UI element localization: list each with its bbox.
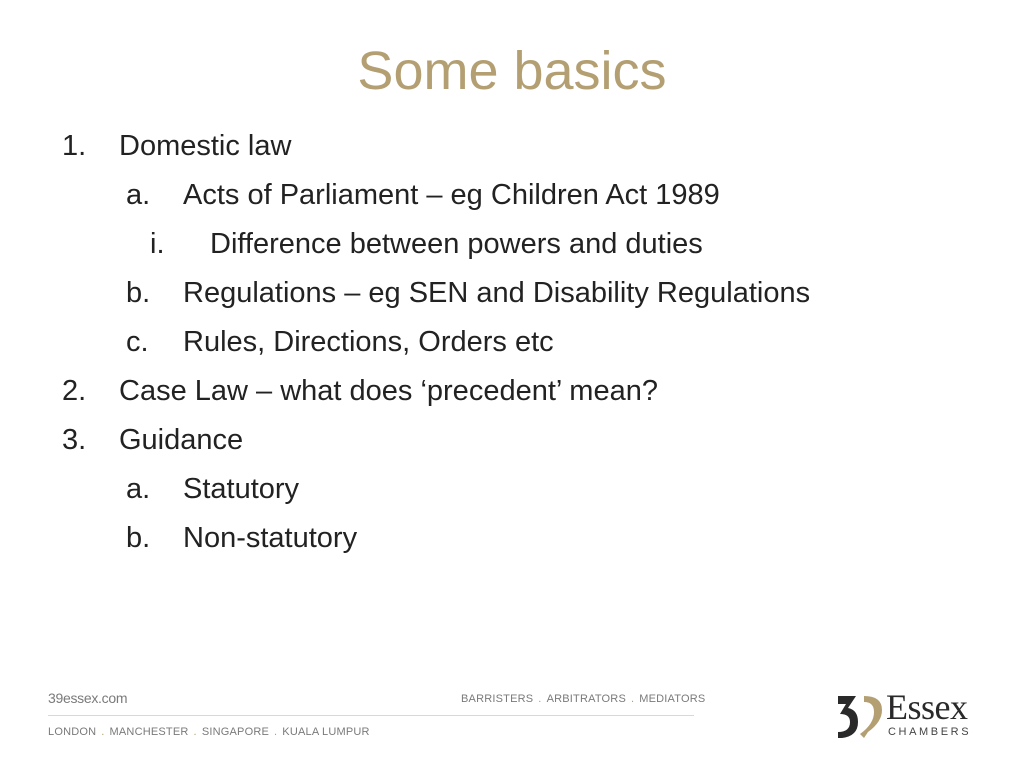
footer-separator: . [274,726,278,738]
footer-cities [48,726,370,738]
slide-title: Some basics [357,41,667,101]
footer-separator: . [193,726,197,738]
footer-website: 39essex.com [48,690,128,706]
footer-divider [48,715,694,716]
footer-roles [461,693,705,705]
list-item-text: Guidance [119,424,244,456]
list-marker: i. [150,228,165,260]
list-marker: a. [126,473,151,505]
footer-city: SINGAPORE [201,726,270,738]
footer-city: LONDON [48,726,97,738]
footer-role: ARBITRATORS [546,693,626,705]
list-marker: 3. [62,424,87,456]
list-marker: a. [126,179,151,211]
list-item-text: Non-statutory [183,522,358,554]
list-item-text: Difference between powers and duties [210,228,703,260]
list-item-text: Case Law – what does ‘precedent’ mean? [119,375,658,407]
footer-city: KUALA LUMPUR [282,726,370,738]
footer-role: MEDIATORS [639,693,706,705]
list-marker: b. [126,277,151,309]
footer-separator: . [101,726,105,738]
list-marker: 2. [62,375,87,407]
essex-chambers-logo [834,687,984,744]
logo-wordmark: Essex [886,687,968,727]
logo-subtitle: CHAMBERS [888,726,972,738]
list-item-text: Statutory [183,473,300,505]
footer-city: MANCHESTER [109,726,189,738]
list-marker: 1. [62,130,87,162]
footer-separator: . [630,693,635,705]
list-item-text: Acts of Parliament – eg Children Act 1989 [183,179,720,211]
list-item-text: Regulations – eg SEN and Disability Regulations [183,277,811,309]
list-marker: b. [126,522,151,554]
list-item-text: Domestic law [119,130,292,162]
list-item-text: Rules, Directions, Orders etc [183,326,554,358]
logo-mark-icon [834,692,886,742]
footer-role: BARRISTERS [461,693,534,705]
list-marker: c. [126,326,149,358]
footer-separator: . [538,693,542,705]
